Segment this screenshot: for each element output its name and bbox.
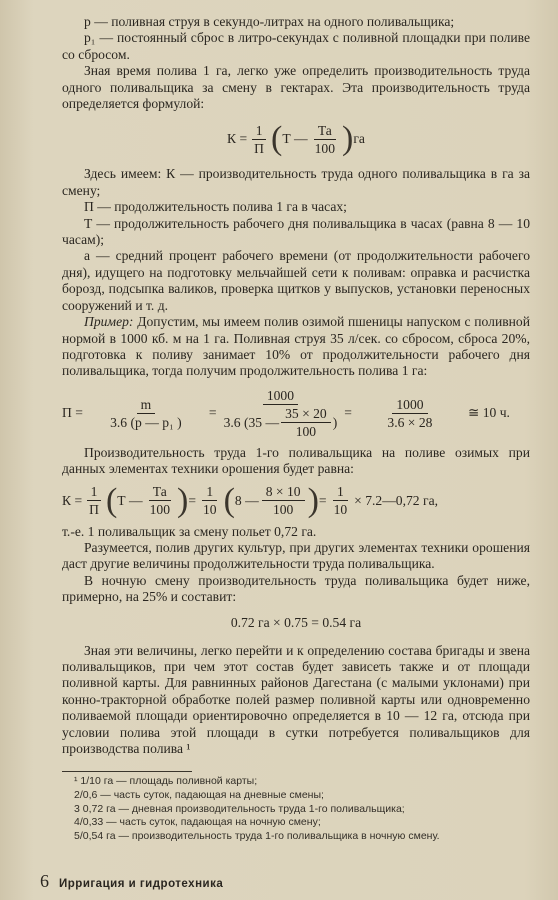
fraction: $\frac{1}{П}$ (85, 484, 103, 517)
example-label: Пример: (84, 314, 134, 330)
footnote: 3 0,72 га — дневная производительность труда 1-го поливальщика; (74, 802, 405, 815)
text-paragraph: Пример: Допустим, мы имеем полив озимой пшеницы напуском с поливной нормой в 1000 кб. м на 1 га. Поливная струя 35 л/сек. со сбросом, сброса 20%, подготовка к поливу занимает 10% от продолжительности рабочего дня поливальщика, тогда получим продолжительность полива 1 га: (62, 314, 530, 379)
page-footer (40, 871, 223, 892)
text-line: р — поливная струя в секундо-литрах на одного поливальщика; (84, 14, 455, 29)
fraction: $\frac{1}{10}$ (202, 484, 217, 518)
fraction: $\frac{Та}{100}$ (314, 122, 336, 156)
text-line: р₁ — постоянный сброс в литро-секундах с поливной площадки при поливе со сбросом. (62, 30, 530, 62)
text-paragraph: Разумеется, полив других культур, при других элементах техники орошения даст другие величины продолжительности труда поливальщика. (62, 539, 530, 572)
fraction: $\frac{1000}{3.6 \times 28}$ (387, 396, 433, 430)
formula-productivity: К = $\frac{1}{П}$ ( Т — $\frac{Та}{100}$ ) га (227, 120, 365, 158)
fraction: $\frac{1}{П}$ (250, 123, 268, 156)
text-paragraph: Производительность труда 1-го поливальщика на поливе озимых при данных элементах техники орошения будет равна: (62, 444, 530, 477)
fraction: $\frac{Та}{100}$ (149, 484, 170, 518)
footnote: 4/0,33 — часть суток, падающая на ночную смену; (74, 816, 321, 829)
text-paragraph: Зная эти величины, легко перейти и к определению состава бригады и звена поливальщиков, при чем этот состав будет зависеть также и от площади поливной карты. Для равнинных районов Дагестана (с малыми уклонами) при конно-тракторной обработке полей размер поливной карты или одновременно поливаемой площади ориентировочно определяется в 10 — 12 га, отсюда при условии полива этой площади в сутки потребуется поливальщиков для производства полива ¹ (62, 642, 530, 756)
page-number: 6 (40, 871, 49, 891)
fraction: $\frac{8 \times 10}{100}$ (262, 484, 305, 517)
formula-result: К = $\frac{1}{П}$ ( Т — $\frac{Та}{100}$ ) = $\frac{1}{10}$ ( 8 — $\frac{8 \times 10}{100}$ ) = $\frac{1}{10}$ × 7.2—0,72 га, (62, 481, 439, 519)
formula-night: 0.72 га × 0.75 = 0.54 га (230, 614, 362, 630)
footnotes (62, 775, 530, 843)
text-paragraph: Т — продолжительность рабочего дня поливальщика в часах (равна 8 — 10 часам); (62, 215, 530, 248)
footnote: 5/0,54 га — производительность труда 1-го поливальщика в ночную смену. (74, 829, 440, 842)
text-line: П — продолжительность полива 1 га в часах; (84, 199, 347, 215)
text-paragraph: Здесь имеем: К — производительность труда одного поливальщика в га за смену; (62, 166, 530, 198)
footnote-rule (62, 771, 192, 772)
text-paragraph: Зная время полива 1 га, легко уже определить производительность труда одного поливальщика за смену в гектарах. Эта производительность труда определяется формулой: (62, 63, 530, 112)
footnote: 2/0,6 — часть суток, падающая на дневные смены; (74, 789, 324, 801)
fraction: $\frac{1}{10}$ (333, 484, 348, 518)
text-paragraph: В ночную смену производительность труда поливальщика будет ниже, примерно, на 25% и составит: (62, 572, 530, 605)
footnote: ¹ 1/10 га — площадь поливной карты; (74, 775, 258, 788)
text-paragraph: а — средний процент рабочего времени (от продолжительности рабочего дня), идущего на подготовку мельчайшей сети к поливам: оправка и расчистка борозд, подсыпка валиков, проверка щитков у выпусков, установки переносных сооружений и т. д. (62, 248, 530, 313)
fraction: 1000 3.6 (35 — $\frac{35 \times 20}{100}$ ) (223, 387, 338, 439)
running-title: Ирригация и гидротехника (59, 878, 224, 890)
formula-duration: П = $\frac{m}{\text{3.6 (р — р₁ )}}$ = 1000 3.6 (35 — $\frac{35 \times 20}{100}$ ) = $\frac{1000}{3.6 \times 28}$ ≅ 10 ч. (62, 387, 510, 439)
text-line: т.-е. 1 поливальщик за смену польет 0,72 га. (62, 523, 317, 539)
fraction: $\frac{m}{\text{3.6 (р — р₁ )}}$ (110, 396, 182, 430)
